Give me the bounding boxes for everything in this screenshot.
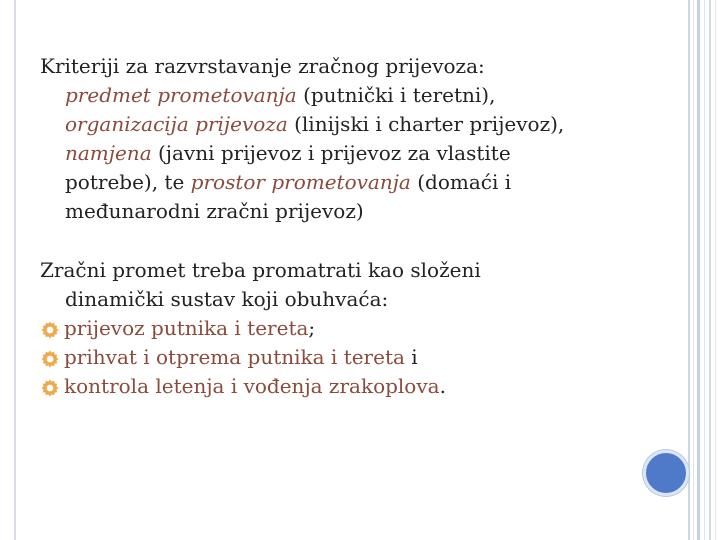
gear-icon [40, 343, 64, 372]
criteria-heading: Kriteriji za razvrstavanje zračnog prijevoza: [40, 54, 485, 78]
criteria-detail: (domaći i [410, 170, 512, 194]
system-intro-line: Zračni promet treba promatrati kao složeni [40, 258, 481, 282]
slide-content [40, 52, 640, 401]
bullet-item [40, 314, 640, 343]
system-intro-line: dinamički sustav koji obuhvaća: [65, 287, 389, 311]
bullet-item [40, 372, 640, 401]
criteria-term: namjena [65, 141, 152, 165]
bullet-text: prijevoz putnika i tereta [64, 316, 309, 340]
circle-decoration [643, 450, 689, 496]
criteria-line: međunarodni zračni prijevoz) [65, 199, 364, 223]
criteria-line [40, 81, 640, 110]
criteria-detail: (javni prijevoz i prijevoz za vlastite [151, 141, 511, 165]
criteria-term: predmet prometovanja [65, 83, 297, 107]
gear-icon [40, 314, 64, 343]
classification-paragraph [40, 52, 640, 226]
bullet-item [40, 343, 640, 372]
criteria-term: prostor prometovanja [190, 170, 411, 194]
gear-icon [40, 372, 64, 401]
criteria-detail: (linijski i charter prijevoz), [287, 112, 565, 136]
criteria-term: organizacija prijevoza [65, 112, 288, 136]
bullet-suffix: . [439, 374, 446, 398]
criteria-line [40, 139, 640, 168]
criteria-detail: (putnički i teretni), [296, 83, 496, 107]
bullet-text: prihvat i otprema putnika i tereta [64, 345, 405, 369]
bullet-suffix: i [404, 345, 418, 369]
bullet-text: kontrola letenja i vođenja zrakoplova [64, 374, 440, 398]
criteria-line [40, 110, 640, 139]
criteria-line [40, 168, 640, 197]
right-decorative-band [682, 0, 720, 540]
system-paragraph [40, 256, 640, 401]
bullet-suffix: ; [308, 316, 316, 340]
criteria-prefix: potrebe), te [65, 170, 191, 194]
left-border-line [14, 0, 16, 540]
